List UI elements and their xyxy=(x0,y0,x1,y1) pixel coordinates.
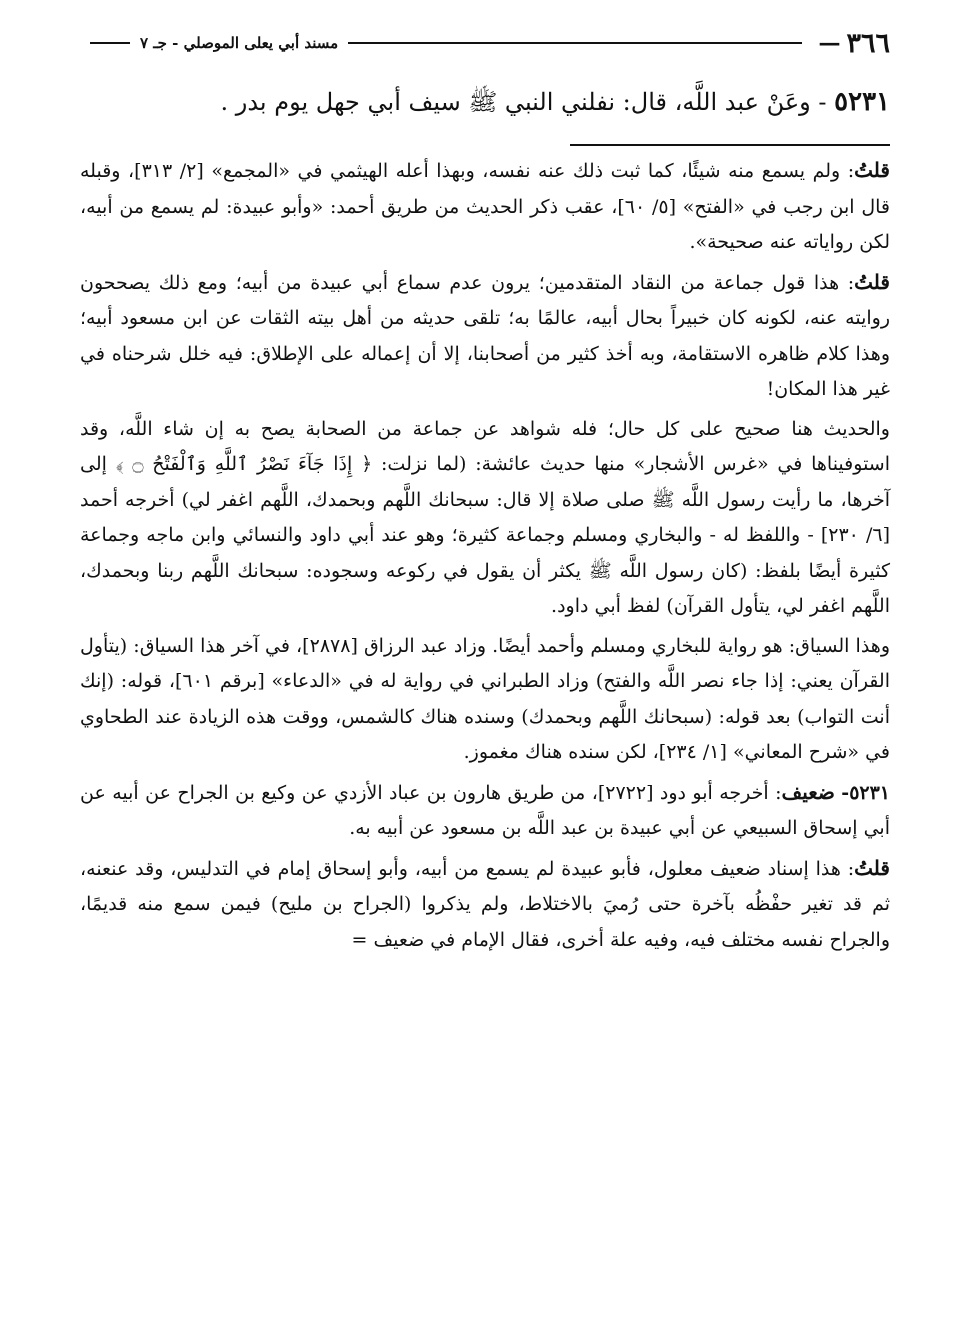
note-text: : هذا إسناد ضعيف معلول، فأبو عبيدة لم يسمع من أبيه، وأبو إسحاق إمام في التدليس، وقد عنعنه، ثم قد تغير حفْظُه بآخرة حتى رُميَ بالاختلاط، ولم يذكروا (الجراح بن مليح) فيمن سمع منه قديمًا، والجراح نفسه مختلف فيه، وفيه علة أخرى، فقال الإمام في ضعيف = xyxy=(80,857,890,951)
header-rule xyxy=(348,42,802,44)
footnote-paragraph xyxy=(80,265,890,408)
note-keyword: قلتُ xyxy=(854,158,890,182)
note-keyword: قلتُ xyxy=(854,269,890,294)
hadith-body: وعَنْ عبد اللَّه، قال: نفلني النبي ﷺ سيف أبي جهل يوم بدر . xyxy=(220,88,811,116)
hadith-dash: - xyxy=(810,88,827,116)
footnotes xyxy=(80,153,890,962)
header-rule-left xyxy=(90,42,130,44)
hadith-text xyxy=(80,84,890,120)
note-number: ٥٢٣١- xyxy=(841,781,891,804)
hadith-number: ٥٢٣١ xyxy=(834,87,890,117)
footnote-paragraph xyxy=(80,851,890,959)
footnote-paragraph xyxy=(80,412,890,625)
note-keyword: قلتُ xyxy=(854,855,890,880)
footnote-separator xyxy=(570,144,890,146)
note-text: : أخرجه أبو دود [٢٧٢٢]، من طريق هارون بن عباد الأزدي عن وكيع بن الجراح عن أبيه عن أبي إسحاق السبيعي عن أبي عبيدة بن عبد اللَّه بن مسعود عن أبيه به. xyxy=(80,781,890,839)
note-keyword: ضعيف xyxy=(781,779,835,804)
note-text: والحديث هنا صحيح على كل حال؛ فله شواهد عن جماعة من الصحابة يصح به إن شاء اللَّه، وقد استوفيناها في «غرس الأشجار» منها حديث عائشة: (لما نزلت: ﴿ إِذَا جَآءَ نَصْرُ ٱللَّهِ وَٱلْفَتْحُ ۝ ﴾ إلى آخرها، ما رأيت رسول اللَّه ﷺ صلى صلاة إلا قال: سبحانك اللَّهم وبحمدك، اللَّهم اغفر لي) أخرجه أحمد [٦/ ٢٣٠] - واللفظ له - والبخاري ومسلم وجماعة كثيرة؛ وهو عند أبي داود والنسائي وابن ماجه وجماعة كثيرة أيضًا بلفظ: (كان رسول اللَّه ﷺ يكثر أن يقول في ركوعه وسجوده: سبحانك اللَّهم ربنا وبحمدك، اللَّهم اغفر لي، يتأول القرآن) لفظ أبي داود. xyxy=(80,417,890,617)
footnote-paragraph xyxy=(80,153,890,261)
footnote-paragraph xyxy=(80,629,890,771)
page-header xyxy=(80,26,890,60)
note-text: وهذا السياق: هو رواية للبخاري ومسلم وأحمد أيضًا. وزاد عبد الرزاق [٢٨٧٨]، في آخر هذا السياق: (يتأول القرآن يعني: إذا جاء نصر اللَّه والفتح) وزاد الطبراني في رواية له في «الدعاء» [برقم ٦٠١]، قوله: (إنك أنت التواب) بعد قوله: (سبحانك اللَّهم وبحمدك) وسنده هناك كالشمس، ووقت هذه الزيادة عند الطحاوي في «شرح المعاني» [١/ ٢٣٤]، لكن سنده هناك مغموز. xyxy=(80,634,891,763)
note-text: : هذا قول جماعة من النقاد المتقدمين؛ يرون عدم سماع أبي عبيدة من أبيه؛ ومع ذلك يصححون روايته عنه، لكونه كان خبيراً بحال أبيه، عالمًا به؛ تلقى حديثه من أهل بيته الثقات عن ابن مسعود أبيه؛ وهذا كلام ظاهره الاستقامة، وبه أخذ كثير من أصحابنا، إلا أن إعماله على الإطلاق: فيه خلل شرحناه في غير هذا المكان! xyxy=(80,271,890,400)
book-title: مسند أبي يعلى الموصلي - جـ ٧ xyxy=(140,34,339,52)
page-number: ٣٦٦ xyxy=(846,27,890,59)
header-dash: — xyxy=(818,30,841,56)
note-text: : ولم يسمع منه شيئًا، كما ثبت ذلك عنه نفسه، وبهذا أعله الهيثمي في «المجمع» [٢/ ٣١٣]، وقبله قال ابن رجب في «الفتح» [٥/ ٦٠]، عقب ذكر الحديث من طريق أحمد: «وأبو عبيدة: لم يسمع من أبيه، لكن رواياته عنه صحيحة». xyxy=(80,160,890,253)
footnote-paragraph xyxy=(80,775,890,847)
